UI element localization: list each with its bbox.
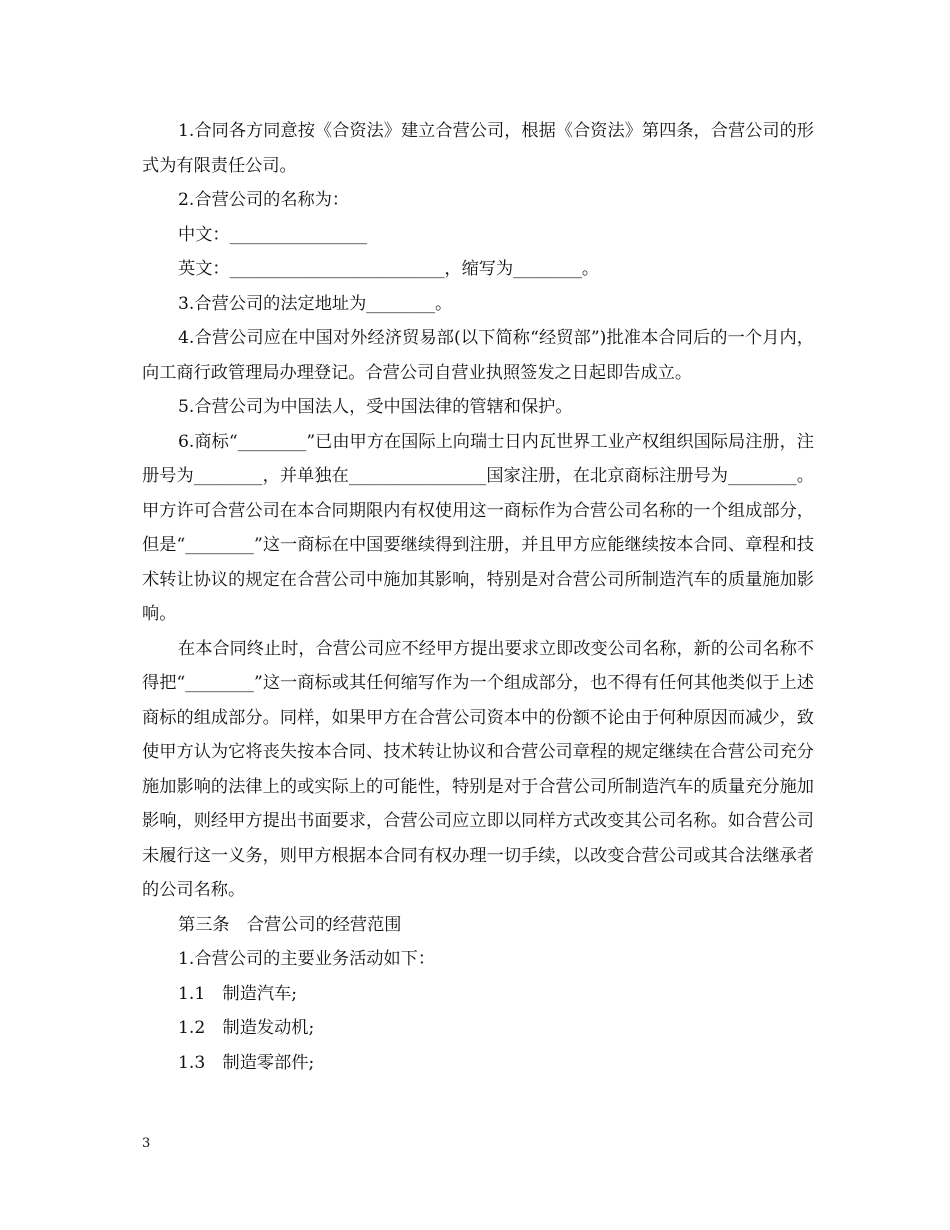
paragraph-article-3-address: 3.合营公司的法定地址为________。 <box>178 293 453 314</box>
list-item-engines: 1.2 制造发动机; <box>178 1018 315 1038</box>
section-heading-business-scope: 第三条 合营公司的经营范围 <box>178 914 402 935</box>
paragraph-article-1-form: 1.合同各方同意按《合资法》建立合营公司，根据《合资法》第四条，合营公司的形式为有限责任公司。 <box>142 121 814 176</box>
paragraph-article-2-name: 2.合营公司的名称为： <box>178 190 350 210</box>
paragraph-article-4-registration: 4.合营公司应在中国对外经济贸易部(以下简称“经贸部”)批准本合同后的一个月内，向工商行政管理局办理登记。合营公司自营业执照签发之日起即告成立。 <box>142 328 814 383</box>
page-number: 3 <box>142 1136 151 1151</box>
paragraph-chinese-name-blank: 中文：________________ <box>178 224 368 245</box>
paragraph-english-name-blank: 英文：_________________________，缩写为________。 <box>178 259 600 279</box>
paragraph-article-6-trademark: 6.商标“________”已由甲方在国际上向瑞士日内瓦世界工业产权组织国际局注册，注册号为________，并单独在________________国家注册，在北京商标注册号为________。甲方许可合营公司在本合同期限内有权使用这一商标作为合营公司名称的一个组成部分，但是“________”这一商标在中国要继续得到注册，并且甲方应能继续按本合同、章程和技术转让协议的规定在合营公司中施加其影响，特别是对合营公司所制造汽车的质量施加影响。 <box>142 431 814 624</box>
paragraph-termination-name-change: 在本合同终止时，合营公司应不经甲方提出要求立即改变公司名称，新的公司名称不得把“________”这一商标或其任何缩写作为一个组成部分，也不得有任何其他类似于上述商标的组成部分。同样，如果甲方在合营公司资本中的份额不论由于何种原因而减少，致使甲方认为它将丧失按本合同、技术转让协议和合营公司章程的规定继续在合营公司充分施加影响的法律上的或实际上的可能性，特别是对于合营公司所制造汽车的质量充分施加影响，则经甲方提出书面要求，合营公司应立即以同样方式改变其公司名称。如合营公司未履行这一义务，则甲方根据本合同有权办理一切手续，以改变合营公司或其合法继承者的公司名称。 <box>142 638 814 900</box>
paragraph-article-5-legal-person: 5.合营公司为中国法人，受中国法律的管辖和保护。 <box>178 397 573 417</box>
list-item-parts: 1.3 制造零部件; <box>178 1052 315 1073</box>
document-body <box>142 114 814 1080</box>
list-item-vehicles: 1.1 制造汽车; <box>178 983 298 1004</box>
paragraph-main-business: 1.合营公司的主要业务活动如下： <box>178 949 436 969</box>
